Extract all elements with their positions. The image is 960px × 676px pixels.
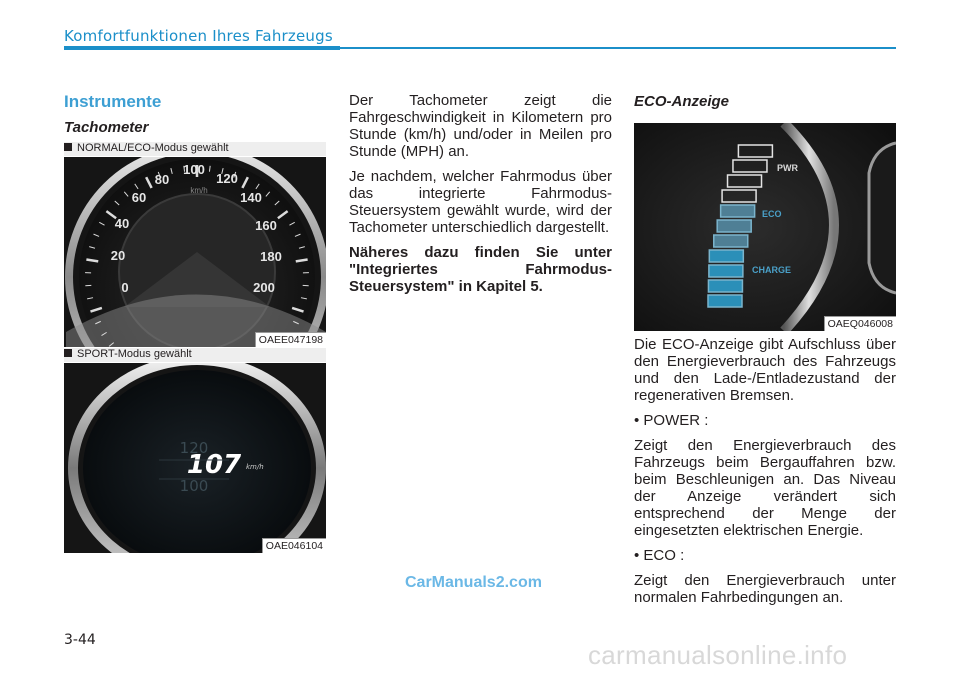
lower-speed-label: 100 — [179, 477, 209, 495]
eco-segment — [717, 220, 751, 232]
unit-label: km/h — [190, 186, 208, 195]
eco-label: ECO — [762, 209, 782, 219]
tick-label: 140 — [240, 190, 262, 205]
tick-label: 40 — [114, 216, 130, 231]
square-bullet-icon — [64, 349, 72, 357]
figure2-caption: SPORT-Modus gewählt — [64, 348, 326, 362]
figure2-code: OAE046104 — [262, 538, 326, 553]
speedometer-normal-graphic — [64, 157, 326, 347]
header-rule-thin — [340, 47, 896, 49]
upper-speed-label: 120 — [179, 439, 209, 457]
subsection-heading: Tachometer — [64, 119, 149, 136]
section-heading: Instrumente — [64, 92, 162, 111]
paragraph: Der Tachometer zeigt die Fahrgeschwindigkeit in Kilometern pro Stunde (km/h) und/oder in Meilen pro Stunde (MPH) an. — [349, 92, 612, 160]
tick-label: 180 — [260, 249, 282, 264]
speedometer-sport-graphic — [64, 363, 326, 553]
tick-label: 60 — [131, 190, 147, 205]
tick-label: 120 — [216, 171, 238, 186]
bullet-label: • ECO : — [634, 547, 685, 564]
paragraph: Zeigt den Energieverbrauch des Fahrzeugs beim Bergauffahren bzw. beim Beschleunigen an. Das Niveau der Anzeige verändert sich entsprechend der Menge der eingesetzten elektrischen Energie. — [634, 437, 896, 539]
paragraph: Je nachdem, welcher Fahrmodus über das integrierte Fahrmodus-Steuersystem gewählt wurde, wird der Tachometer unterschiedlich dargestellt. — [349, 168, 612, 236]
eco-indicator-image — [634, 123, 896, 331]
figure1-caption: NORMAL/ECO-Modus gewählt — [64, 142, 326, 156]
tachometer-description — [349, 92, 612, 303]
figure1-code: OAEE047198 — [255, 332, 326, 347]
paragraph: Zeigt den Energieverbrauch unter normalen Fahrbedingungen an. — [634, 572, 896, 606]
tick-label: 0 — [121, 280, 129, 295]
speedometer-sport-image — [64, 363, 326, 553]
speedometer-normal-image — [64, 157, 326, 347]
bullet-label: • POWER : — [634, 412, 709, 429]
eco-segment — [714, 235, 748, 247]
chapter-title: Komfortfunktionen Ihres Fahrzeugs — [64, 27, 333, 45]
eco-segment — [721, 205, 755, 217]
watermark-corner: carmanualsonline.info — [588, 640, 848, 670]
header-rule-thick — [64, 46, 340, 50]
page-number: 3-44 — [64, 632, 96, 648]
speedometer-tick — [209, 166, 210, 172]
watermark-center: CarManuals2.com — [405, 574, 542, 591]
eco-segment — [708, 295, 742, 307]
tick-label: 100 — [183, 162, 205, 177]
eco-description — [634, 336, 896, 614]
tick-label: 80 — [154, 172, 170, 187]
eco-segment — [709, 250, 743, 262]
square-bullet-icon — [64, 143, 72, 151]
eco-figure-code: OAEQ046008 — [824, 316, 896, 331]
tick-label: 20 — [110, 248, 126, 263]
eco-segment — [708, 280, 742, 292]
tick-label: 200 — [253, 280, 275, 295]
reference-note: Näheres dazu finden Sie unter "Integriertes Fahrmodus-Steuersystem" in Kapitel 5. — [349, 244, 612, 295]
paragraph: Die ECO-Anzeige gibt Aufschluss über den Energieverbrauch des Fahrzeugs und den Lade-/Entladezustand der regenerativen Bremsen. — [634, 336, 896, 404]
tick-label: 160 — [255, 218, 277, 233]
eco-indicator-graphic — [634, 123, 896, 331]
speed-unit: km/h — [246, 463, 264, 471]
charge-label: CHARGE — [752, 265, 792, 275]
current-speed: 107 — [186, 450, 242, 480]
pwr-label: PWR — [777, 163, 798, 173]
eco-segment — [709, 265, 743, 277]
eco-heading: ECO-Anzeige — [634, 93, 730, 110]
